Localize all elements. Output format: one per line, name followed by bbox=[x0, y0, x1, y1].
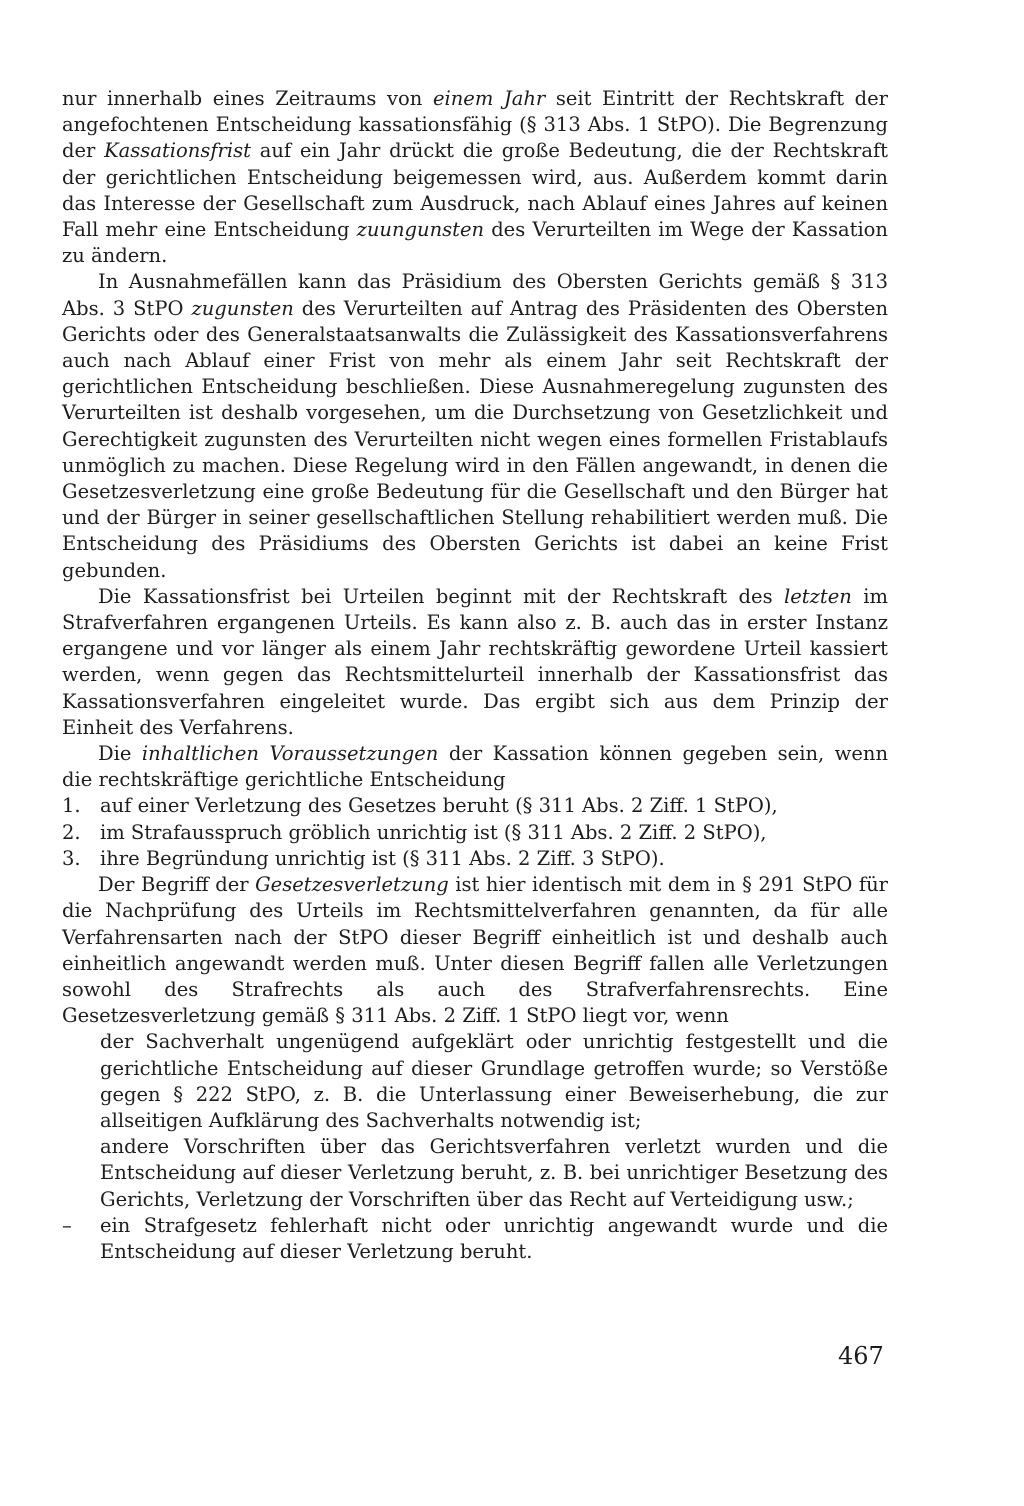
list-item-text: auf einer Verletzung des Gesetzes beruht (§ 311 Abs. 2 Ziff. 1 StPO), bbox=[100, 794, 778, 818]
numbered-list bbox=[62, 793, 888, 872]
emphasis-inhaltliche-voraussetzungen: inhaltlichen Voraussetzungen bbox=[141, 742, 439, 766]
list-item-text: ein Strafgesetz fehlerhaft nicht oder unrichtig angewandt wurde und die Entscheidung auf dieser Verletzung beruht. bbox=[100, 1213, 888, 1263]
list-marker: 3. bbox=[62, 846, 81, 870]
emphasis-gesetzesverletzung: Gesetzesverletzung bbox=[255, 873, 449, 897]
list-item-text: ihre Begründung unrichtig ist (§ 311 Abs. 2 Ziff. 3 StPO). bbox=[100, 846, 665, 870]
list-item bbox=[62, 1213, 888, 1265]
list-item bbox=[62, 1134, 888, 1213]
list-item bbox=[62, 846, 888, 872]
list-marker: 1. bbox=[62, 794, 81, 818]
list-item bbox=[62, 820, 888, 846]
text-run: Die bbox=[98, 742, 142, 766]
emphasis-letzten: letzten bbox=[784, 584, 852, 608]
text-run: seit Eintritt der Rechtskraft der angefochtenen Entscheidung kassationsfähig (§ 313 Abs. 1 StPO). Die Begrenzung der bbox=[62, 87, 889, 163]
emphasis-zuungunsten: zuungunsten bbox=[356, 218, 485, 242]
text-run: Der Begriff der bbox=[98, 873, 256, 897]
list-marker: 2. bbox=[62, 820, 81, 844]
text-run: Die Kassationsfrist bei Urteilen beginnt mit der Rechtskraft des bbox=[98, 584, 784, 608]
text-run: der Kassation können gegeben sein, wenn die rechtskräftige gerichtliche Entscheidung bbox=[62, 742, 889, 792]
text-run: im Strafverfahren ergangenen Urteils. Es kann also z. B. auch das in erster Instanz ergangene und vor länger als einem Jahr rechtskräftig gewordene Urteil kassiert werden, wenn gegen das Rechtsmittelurteil innerhalb der Kassationsfrist das Kassationsverfahren eingeleitet wurde. Das ergibt sich aus dem Prinzip der Einheit des Verfahrens. bbox=[62, 584, 888, 739]
list-marker: – bbox=[62, 1213, 72, 1237]
dash-list bbox=[62, 1029, 888, 1265]
text-run: ist hier identisch mit dem in § 291 StPO für die Nachprüfung des Urteils im Rechtsmittelverfahren genannten, da für alle Verfahrensarten nach der StPO dieser Begriff einheitlich ist und deshalb auch einheitlich angewandt werden muß. Unter diesen Begriff fallen alle Verletzungen sowohl des Strafrechts als auch des Strafverfahrensrechts. Eine Gesetzesverletzung gemäß § 311 Abs. 2 Ziff. 1 StPO liegt vor, wenn bbox=[62, 873, 889, 1028]
text-run: des Verurteilten im Wege der Kassation zu ändern. bbox=[62, 218, 888, 268]
page-number: 467 bbox=[838, 1342, 884, 1370]
emphasis-zugunsten: zugunsten bbox=[191, 296, 294, 320]
list-item-text: andere Vorschriften über das Gerichtsverfahren verletzt wurden und die Entscheidung auf dieser Verletzung beruht, z. B. bei unrichtiger Besetzung des Gerichts, Verletzung der Vorschriften über das Recht auf Verteidigung usw.; bbox=[100, 1135, 888, 1211]
page-body bbox=[62, 86, 888, 1265]
text-run: In Ausnahmefällen kann das Präsidium des Obersten Gerichts gemäß § 313 Abs. 3 StPO bbox=[62, 270, 888, 320]
text-run: auf ein Jahr drückt die große Bedeutung, die der Rechtskraft der gerichtlichen Entscheidung beigemessen wird, aus. Außerdem kommt darin das Interesse der Gesellschaft zum Ausdruck, nach Ablauf eines Jahres auf keinen Fall mehr eine Entscheidung bbox=[62, 139, 888, 242]
list-item bbox=[62, 1029, 888, 1134]
paragraph-ausnahmefaelle bbox=[62, 269, 888, 583]
paragraph-fristbeginn bbox=[62, 584, 888, 741]
text-run: nur innerhalb eines Zeitraums von bbox=[62, 87, 433, 110]
list-item bbox=[62, 793, 888, 819]
emphasis-einem-jahr: einem Jahr bbox=[432, 87, 546, 110]
list-item-text: im Strafausspruch gröblich unrichtig ist (§ 311 Abs. 2 Ziff. 2 StPO), bbox=[100, 820, 767, 844]
paragraph-kassationsfrist bbox=[62, 86, 888, 269]
paragraph-voraussetzungen bbox=[62, 741, 888, 793]
emphasis-kassationsfrist: Kassationsfrist bbox=[104, 139, 251, 163]
paragraph-gesetzesverletzung bbox=[62, 872, 888, 1029]
list-item-text: der Sachverhalt ungenügend aufgeklärt oder unrichtig festgestellt und die gerichtliche Entscheidung auf dieser Grundlage getroffen wurde; so Verstöße gegen § 222 StPO, z. B. die Unterlassung einer Beweiserhebung, die zur allseitigen Aufklärung des Sachverhalts notwendig ist; bbox=[100, 1030, 888, 1132]
text-run: des Verurteilten auf Antrag des Präsidenten des Obersten Gerichts oder des Generalstaatsanwalts die Zulässigkeit des Kassationsverfahrens auch nach Ablauf einer Frist von mehr als einem Jahr seit Rechtskraft der gerichtlichen Entscheidung beschließen. Diese Ausnahmeregelung zugunsten des Verurteilten ist deshalb vorgesehen, um die Durchsetzung von Gesetzlichkeit und Gerechtigkeit zugunsten des Verurteilten nicht wegen eines formellen Fristablaufs unmöglich zu machen. Diese Regelung wird in den Fällen angewandt, in denen die Gesetzesverletzung eine große Bedeutung für die Gesellschaft und den Bürger hat und der Bürger in seiner gesellschaftlichen Stellung rehabilitiert werden muß. Die Entscheidung des Präsidiums des Obersten Gerichts ist dabei an keine Frist gebunden. bbox=[62, 296, 889, 582]
